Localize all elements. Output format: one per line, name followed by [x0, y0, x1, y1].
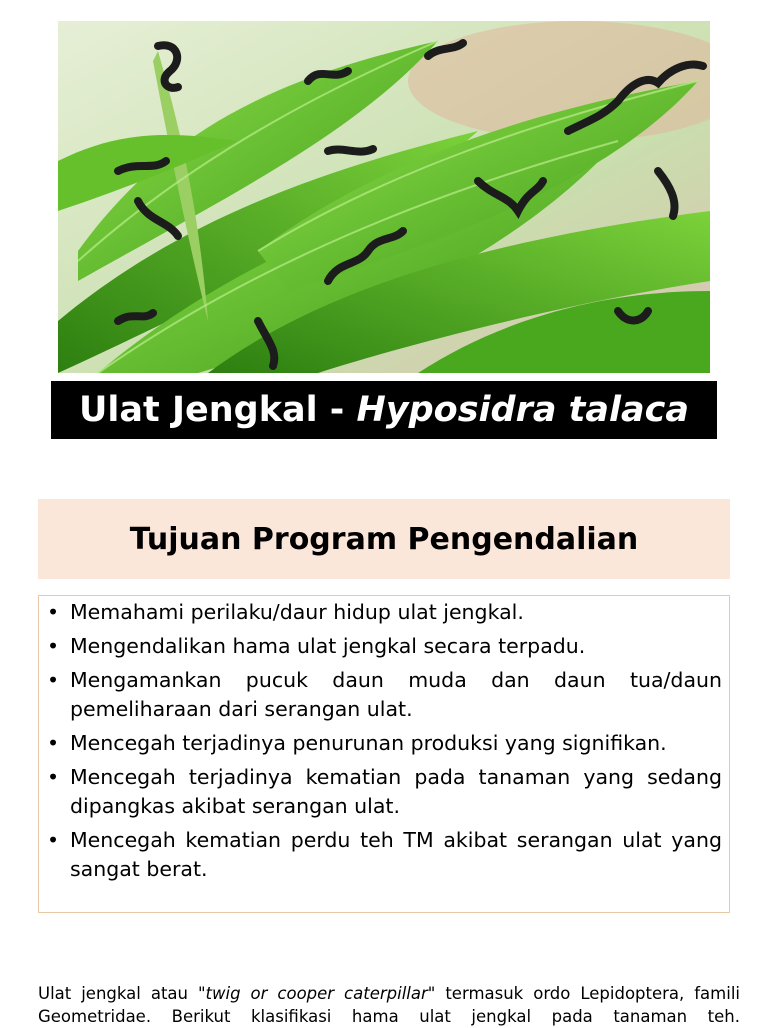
- goal-item: • Mencegah kematian perdu teh TM akibat serangan ulat yang sangat berat.: [45, 826, 722, 884]
- footer-intro: Ulat jengkal atau ": [38, 984, 206, 1003]
- goal-item: • Mencegah terjadinya kematian pada tanaman yang sedang dipangkas akibat serangan ulat.: [45, 763, 722, 821]
- goal-item: • Mengamankan pucuk daun muda dan daun tua/daun pemeliharaan dari serangan ulat.: [45, 666, 722, 724]
- footer-paragraph: [38, 982, 740, 1028]
- title-common-name: Ulat Jengkal: [79, 390, 318, 430]
- footer-rest: " termasuk ordo Lepidoptera, famili Geometridae. Berikut klasifikasi hama ulat jengkal pada tanaman teh.: [38, 984, 740, 1026]
- section-heading: [38, 499, 730, 579]
- caterpillar-photo: [58, 21, 710, 373]
- title-separator: -: [317, 390, 357, 430]
- tea-leaves-illustration: [58, 21, 710, 373]
- section-heading-text: Tujuan Program Pengendalian: [129, 521, 639, 557]
- footer-term: twig or cooper caterpillar: [205, 984, 428, 1003]
- title-bar: [51, 381, 717, 439]
- goal-item: • Mencegah terjadinya penurunan produksi yang signifikan.: [45, 729, 722, 758]
- goals-list-box: [38, 595, 730, 913]
- goal-item: • Mengendalikan hama ulat jengkal secara terpadu.: [45, 632, 722, 661]
- goal-item: • Memahami perilaku/daur hidup ulat jengkal.: [45, 598, 722, 627]
- title-scientific-name: Hyposidra talaca: [356, 390, 689, 430]
- goals-list: [45, 598, 722, 884]
